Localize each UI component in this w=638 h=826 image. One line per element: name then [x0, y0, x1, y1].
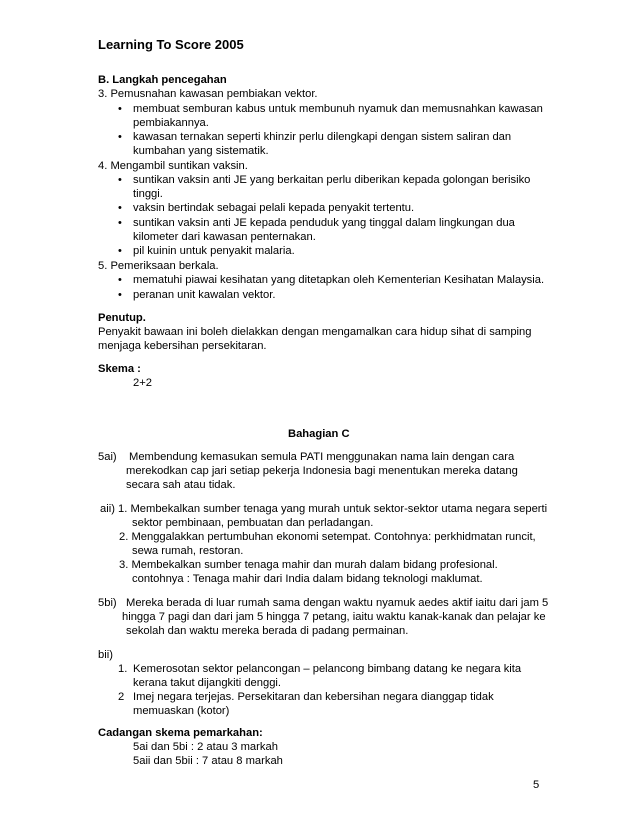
- page-number: 5: [533, 779, 540, 791]
- bullet-icon: •: [118, 131, 122, 143]
- q5aii-line-2: sektor pembinaan, pembuatan dan perladangan.: [132, 517, 374, 529]
- item-4-bullet-2-line-1: vaksin bertindak sebagai pelali kepada penyakit tertentu.: [133, 202, 415, 214]
- item-5-bullet-1-line-1: mematuhi piawai kesihatan yang ditetapkan oleh Kementerian Kesihatan Malaysia.: [133, 274, 545, 286]
- item-4-bullet-4-line-1: pil kuinin untuk penyakit malaria.: [133, 245, 295, 257]
- q5ai-line-2: merekodkan cap jari setiap pekerja Indonesia bagi menentukan mereka datang: [126, 465, 518, 477]
- q5bii-item-1-line-1: Kemerosotan sektor pelancongan – pelancong bimbang datang ke negara kita: [133, 663, 522, 675]
- bullet-icon: •: [118, 174, 122, 186]
- skema-value: 2+2: [133, 377, 152, 389]
- q5aii-line-6: contohnya : Tenaga mahir dari India dalam bidang teknologi maklumat.: [132, 573, 483, 585]
- cadangan-line-2: 5aii dan 5bii : 7 atau 8 markah: [133, 755, 283, 767]
- section-b-heading: B. Langkah pencegahan: [98, 74, 227, 86]
- cadangan-heading: Cadangan skema pemarkahan:: [98, 727, 263, 739]
- q5bii-item-2-number: 2: [118, 691, 125, 703]
- q5bii-item-1-number: 1.: [118, 663, 128, 675]
- q5bii-label: bii): [98, 649, 113, 661]
- item-5-bullet-2-line-1: peranan unit kawalan vektor.: [133, 289, 276, 301]
- item-5-label: 5. Pemeriksaan berkala.: [98, 260, 219, 272]
- item-4-bullet-3-line-1: suntikan vaksin anti JE kepada penduduk yang tinggal dalam lingkungan dua: [133, 217, 515, 229]
- q5bi-label: 5bi): [98, 597, 117, 609]
- q5bii-item-1-line-2: kerana takut dijangkiti denggi.: [133, 677, 282, 689]
- q5aii-line-1: aii) 1. Membekalkan sumber tenaga yang murah untuk sektor-sektor utama negara seperti: [100, 503, 548, 515]
- cadangan-line-1: 5ai dan 5bi : 2 atau 3 markah: [133, 741, 278, 753]
- item-3-bullet-1-line-2: pembiakannya.: [133, 117, 209, 129]
- penutup-line-1: Penyakit bawaan ini boleh dielakkan dengan mengamalkan cara hidup sihat di samping: [98, 326, 532, 338]
- item-4-bullet-1-line-2: tinggi.: [133, 188, 163, 200]
- q5bii-item-2-line-2: memuaskan (kotor): [133, 705, 230, 717]
- q5ai-line-1: Membendung kemasukan semula PATI menggunakan nama lain dengan cara: [129, 451, 515, 463]
- q5aii-line-5: 3. Membekalkan sumber tenaga mahir dan murah dalam bidang profesional.: [119, 559, 498, 571]
- bullet-icon: •: [118, 202, 122, 214]
- bullet-icon: •: [118, 103, 122, 115]
- bullet-icon: •: [118, 289, 122, 301]
- q5bi-line-3: sekolah dan waktu mereka berada di padang permainan.: [126, 625, 409, 637]
- q5bi-line-1: Mereka berada di luar rumah sama dengan waktu nyamuk aedes aktif iaitu dari jam 5: [126, 597, 549, 609]
- penutup-line-2: menjaga kebersihan persekitaran.: [98, 340, 267, 352]
- bullet-icon: •: [118, 245, 122, 257]
- page-header-title: Learning To Score 2005: [98, 37, 244, 52]
- item-4-bullet-1-line-1: suntikan vaksin anti JE yang berkaitan perlu diberikan kepada golongan berisiko: [133, 174, 531, 186]
- bullet-icon: •: [118, 274, 122, 286]
- item-3-bullet-2-line-1: kawasan ternakan seperti khinzir perlu dilengkapi dengan sistem saliran dan: [133, 131, 512, 143]
- item-4-label: 4. Mengambil suntikan vaksin.: [98, 160, 248, 172]
- skema-label: Skema :: [98, 363, 141, 375]
- q5aii-line-4: sewa rumah, restoran.: [132, 545, 244, 557]
- item-4-bullet-3-line-2: kilometer dari kawasan penternakan.: [133, 231, 316, 243]
- item-3-label: 3. Pemusnahan kawasan pembiakan vektor.: [98, 88, 318, 100]
- item-3-bullet-2-line-2: kumbahan yang sistematik.: [133, 145, 269, 157]
- bullet-icon: •: [118, 217, 122, 229]
- q5ai-label: 5ai): [98, 451, 117, 463]
- penutup-heading: Penutup.: [98, 312, 146, 324]
- q5bii-item-2-line-1: Imej negara terjejas. Persekitaran dan kebersihan negara dianggap tidak: [133, 691, 494, 703]
- q5bi-line-2: hingga 7 pagi dan dari jam 5 hingga 7 petang, iaitu waktu kanak-kanak dan pelajar ke: [122, 611, 546, 623]
- q5ai-line-3: secara sah atau tidak.: [126, 479, 236, 491]
- bahagian-c-heading: Bahagian C: [288, 428, 350, 440]
- q5aii-line-3: 2. Menggalakkan pertumbuhan ekonomi setempat. Contohnya: perkhidmatan runcit,: [119, 531, 536, 543]
- item-3-bullet-1-line-1: membuat semburan kabus untuk membunuh nyamuk dan memusnahkan kawasan: [133, 103, 543, 115]
